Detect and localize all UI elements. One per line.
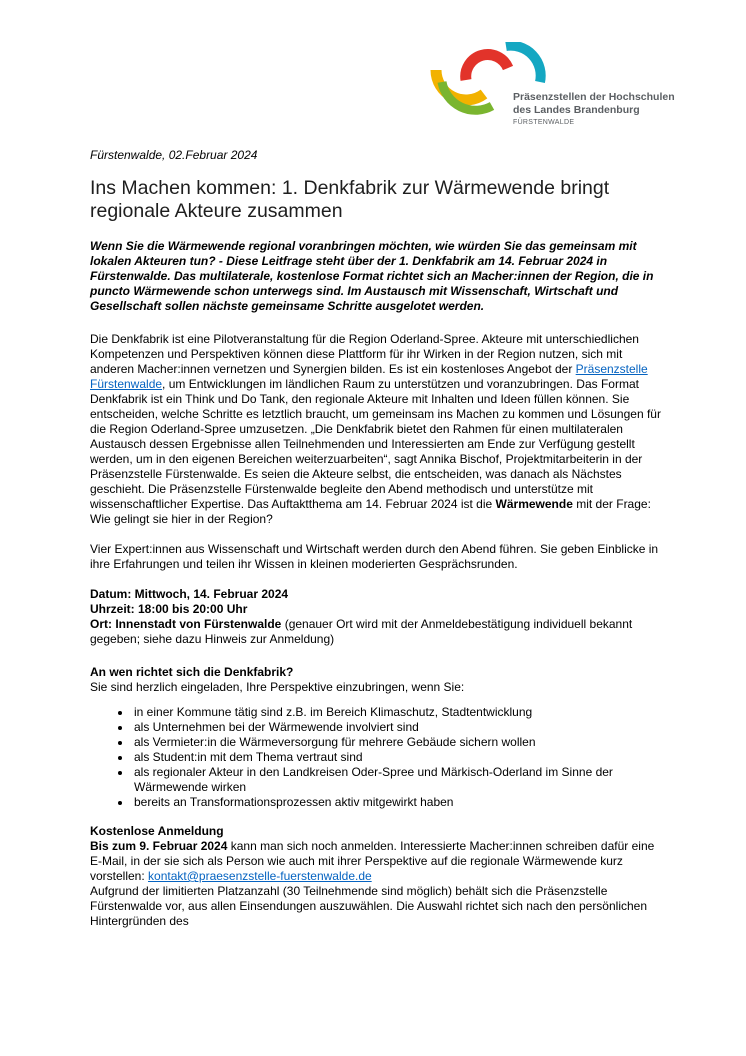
body1-bold-term: Wärmewende xyxy=(495,497,573,511)
body-paragraph-2: Vier Expert:innen aus Wissenschaft und Wirtschaft werden durch den Abend führen. Sie geben Einblicke in ihre Erfahrungen und teilen ihr Wissen in kleinen moderierten Gesprächsrunden. xyxy=(90,542,659,571)
praesenzstelle-logo xyxy=(428,42,678,137)
event-location xyxy=(90,617,665,647)
audience-heading: An wen richtet sich die Denkfabrik? xyxy=(90,665,294,679)
document-body xyxy=(90,148,665,929)
event-location-label: Ort: Innenstadt von Fürstenwalde xyxy=(90,617,282,631)
event-date-label: Datum: Mittwoch, 14. Februar 2024 xyxy=(90,587,289,601)
lead-paragraph: Wenn Sie die Wärmewende regional voranbringen möchten, wie würden Sie das gemeinsam mit lokalen Akteuren tun? - Diese Leitfrage steht über der 1. Denkfabrik am 14. Februar 2024 in Fürstenwalde. Das multilaterale, kostenlose Format richtet sich an Macher:innen der Region, die in puncto Wärmewende schon unterwegs sind. Im Austausch mit Wissenschaft, Wirtschaft und Gesellschaft sollen nächste gemeinsame Schritte ausgelotet werden. xyxy=(90,239,654,313)
dateline: Fürstenwalde, 02.Februar 2024 xyxy=(90,148,258,162)
page-title: Ins Machen kommen: 1. Denkfabrik zur Wärmewende bringt regionale Akteure zusammen xyxy=(90,177,610,222)
body-paragraph-1 xyxy=(90,332,665,527)
list-item: • als Unternehmen bei der Wärmewende involviert sind xyxy=(132,720,665,735)
audience-intro: Sie sind herzlich eingeladen, Ihre Perspektive einzubringen, wenn Sie: xyxy=(90,680,465,694)
registration-deadline: Bis zum 9. Februar 2024 xyxy=(90,839,228,853)
body1-text-a: Die Denkfabrik ist eine Pilotveranstaltung für die Region Oderland-Spree. Akteure mit unterschiedlichen Kompetenzen und Perspektiven können diese Plattform für ihr Wirken in der Region nutzen, sich mit anderen Macher:innen vernetzen und Synergien bilden. Es ist ein kostenloses Angebot der xyxy=(90,332,639,376)
list-item: • bereits an Transformationsprozessen aktiv mitgewirkt haben xyxy=(132,795,665,810)
logo-line-1: Präsenzstellen der Hochschulen xyxy=(513,91,675,103)
registration-text xyxy=(90,839,665,884)
list-item: • als Student:in mit dem Thema vertraut sind xyxy=(132,750,665,765)
body1-text-b: , um Entwicklungen im ländlichen Raum zu unterstützen und voranzubringen. Das Format Denkfabrik ist ein Think und Do Tank, den regionale Akteure mit Inhalten und Ideen füllen können. Sie entscheiden, welche Schritte es letztlich braucht, um gemeinsam ins Machen zu kommen und Lösungen für die Region Oderland-Spree umzusetzen. „Die Denkfabrik bietet den Rahmen für einen multilateralen Austausch dessen Ergebnisse allen Teilnehmenden und Interessierten am Ende zur Verfügung gestellt werden, um in den eigenen Bereichen weiterzuarbeiten“, sagt Annika Bischof, Projektmitarbeiterin in der Präsenzstelle Fürstenwalde. Es seien die Akteure selbst, die entscheiden, was danach als Nächstes geschieht. Die Präsenzstelle Fürstenwalde begleite den Abend methodisch und unterstütze mit wissenschaftlicher Expertise. Das Auftaktthema am 14. Februar 2024 ist die xyxy=(90,377,661,511)
body1-text-c: mit der Frage: Wie gelingt sie hier in der Region? xyxy=(90,497,651,526)
registration-heading: Kostenlose Anmeldung xyxy=(90,824,224,838)
logo-text xyxy=(513,91,675,117)
contact-email-link[interactable]: kontakt@praesenzstelle-fuerstenwalde.de xyxy=(148,869,372,883)
logo-line-2: des Landes Brandenburg xyxy=(513,104,640,116)
event-location-note: (genauer Ort wird mit der Anmeldebestätigung individuell bekannt gegeben; siehe dazu Hinweis zur Anmeldung) xyxy=(90,617,633,646)
list-item: • in einer Kommune tätig sind z.B. im Bereich Klimaschutz, Stadtentwicklung xyxy=(132,705,665,720)
registration-text-2: Aufgrund der limitierten Platzanzahl (30 Teilnehmende sind möglich) behält sich die Präsenzstelle Fürstenwalde vor, aus allen Einsendungen auszuwählen. Die Auswahl richtet sich nach den persönlichen Hintergründen des xyxy=(90,884,648,928)
logo-subtitle: FÜRSTENWALDE xyxy=(513,119,575,126)
event-date xyxy=(90,587,665,602)
list-item: • als Vermieter:in die Wärmeversorgung für mehrere Gebäude sichern wollen xyxy=(132,735,665,750)
list-item: • als regionaler Akteur in den Landkreisen Oder-Spree und Märkisch-Oderland im Sinne der Wärmewende wirken xyxy=(132,765,665,795)
event-time-label: Uhrzeit: 18:00 bis 20:00 Uhr xyxy=(90,602,248,616)
event-time xyxy=(90,602,665,617)
praesenzstelle-link[interactable]: Präsenzstelle Fürstenwalde xyxy=(90,362,648,391)
registration-text-1: kann man sich noch anmelden. Interessierte Macher:innen schreiben dafür eine E-Mail, in der sie sich als Person wie auch mit ihrer Perspektive auf die regionale Wärmewende kurz vorstellen: xyxy=(90,839,655,883)
audience-list xyxy=(90,705,665,810)
